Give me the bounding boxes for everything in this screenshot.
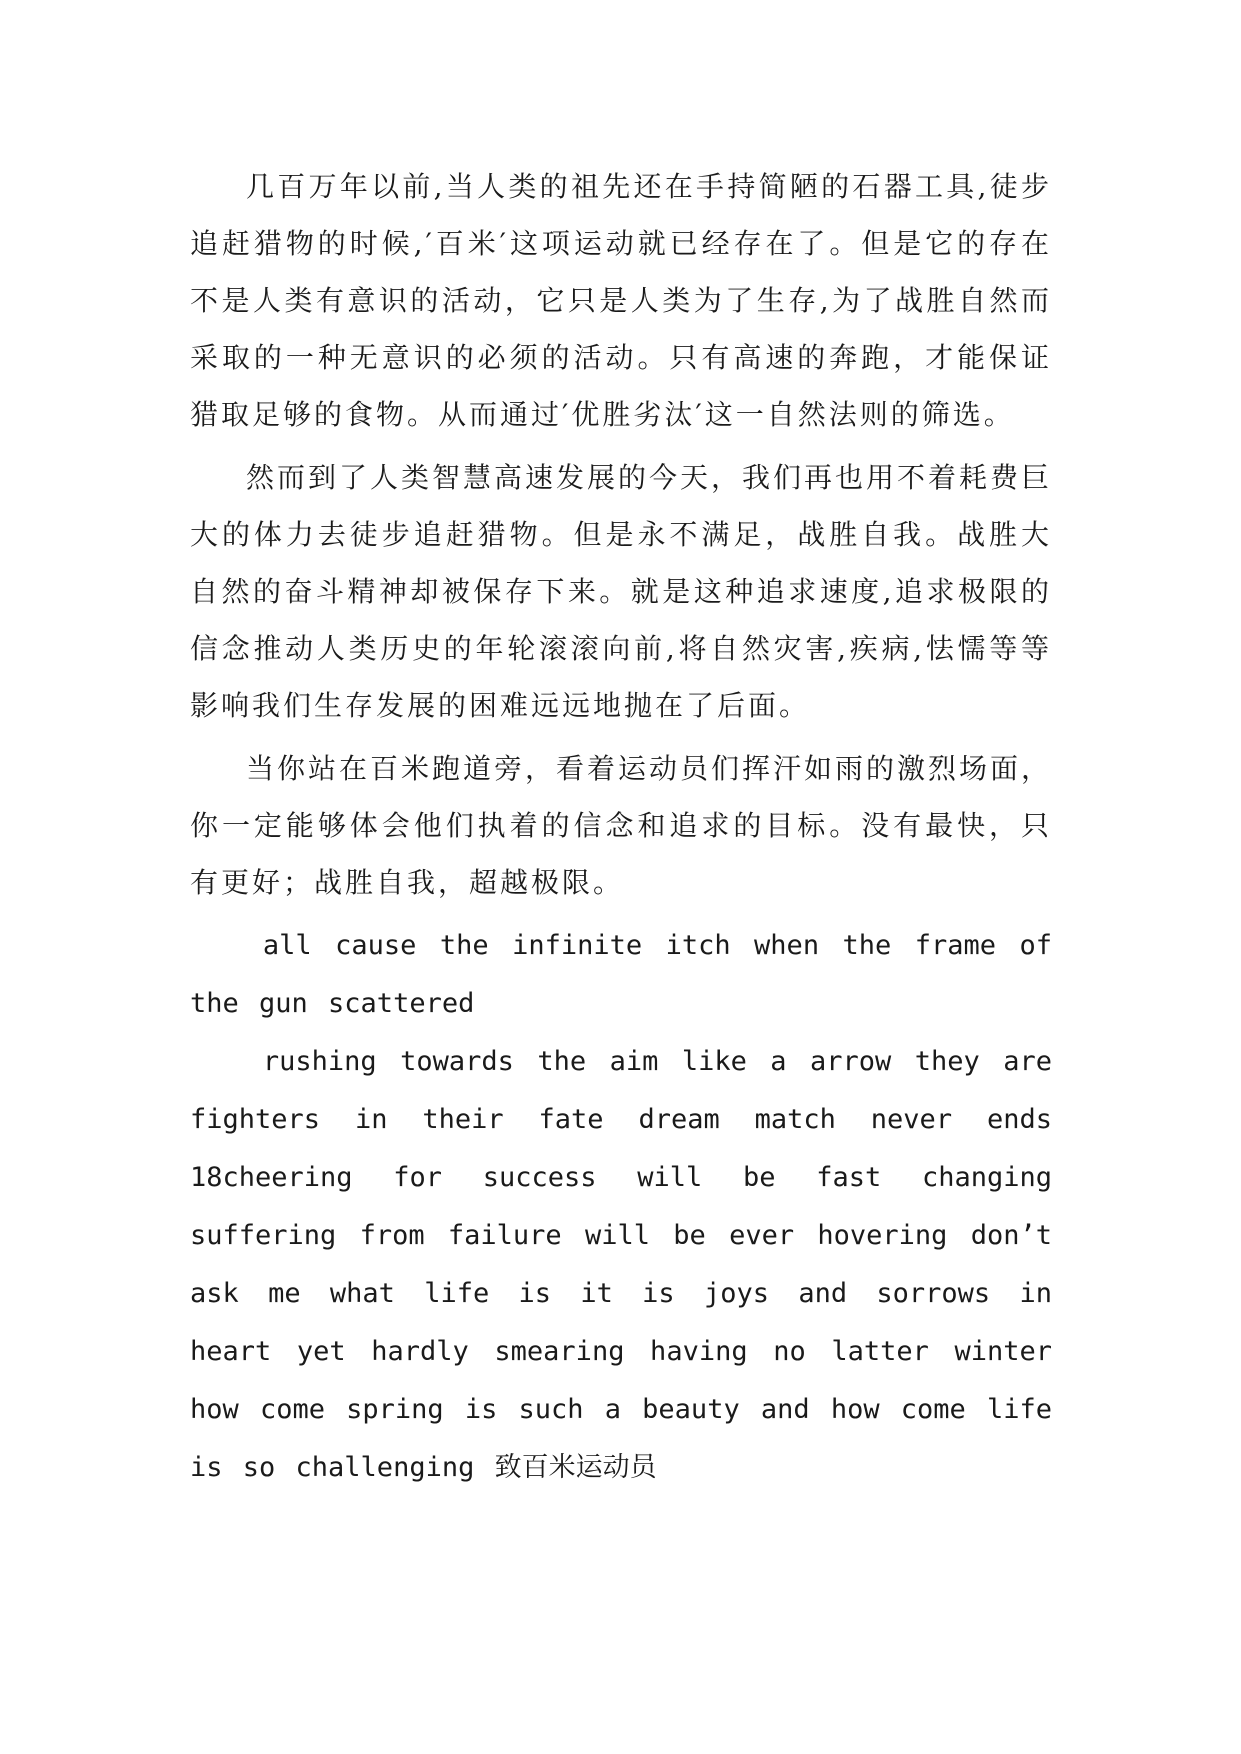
paragraph-3: 当你站在百米跑道旁，看着运动员们挥汗如雨的激烈场面，你一定能够体会他们执着的信念和追求的目标。没有最快，只有更好；战胜自我，超越极限。 <box>190 752 1053 899</box>
paragraph-1: 几百万年以前,当人类的祖先还在手持简陋的石器工具,徒步追赶猎物的时候,′百米′这项运动就已经存在了。但是它的存在不是人类有意识的活动，它只是人类为了生存,为了战胜自然而采取的一种无意识的必须的活动。只有高速的奔跑，才能保证猎取足够的食物。从而通过′优胜劣汰′这一自然法则的筛选。 <box>190 170 1052 431</box>
document-page <box>190 158 1052 1497</box>
english-paragraph-2: rushing towards the aim like a arrow they are fighters in their fate dream match never ends 18cheering for success will be fast changing suffering from failure will be ever hovering don’t ask me what life is it is joys and sorrows in heart yet hardly smearing having no latter winter how come spring is such a beauty and how come life is so challenging 致百米运动员 <box>190 1046 1052 1483</box>
english-paragraph-1: all cause the infinite itch when the frame of the gun scattered <box>190 930 1052 1019</box>
paragraph-2: 然而到了人类智慧高速发展的今天，我们再也用不着耗费巨大的体力去徒步追赶猎物。但是永不满足，战胜自我。战胜大自然的奋斗精神却被保存下来。就是这种追求速度,追求极限的信念推动人类历史的年轮滚滚向前,将自然灾害,疾病,怯懦等等影响我们生存发展的困难远远地抛在了后面。 <box>190 461 1053 722</box>
